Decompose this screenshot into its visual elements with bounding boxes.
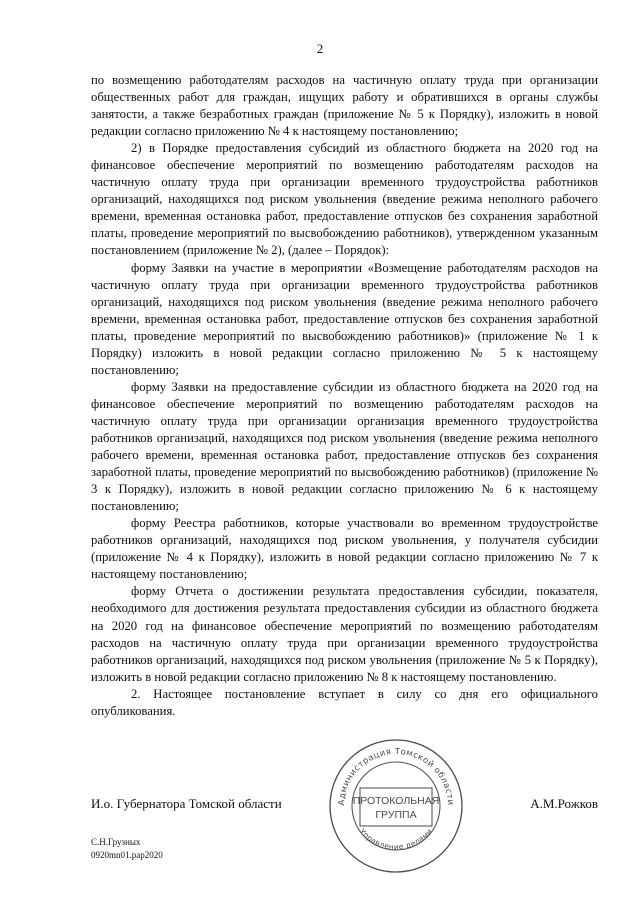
signatory-name: А.М.Рожков (530, 796, 598, 811)
paragraph: 2) в Порядке предоставления субсидий из областного бюджета на 2020 год на финансовое обеспечение мероприятий по возмещению работодателям расходов на частичную оплату труда при организации временного трудоустройства работников организаций, находящихся под риском увольнения (введение режима неполного рабочего времени, временная остановка работ, предоставление отпусков без сохранения заработной платы, проведение мероприятий по высвобождению работников), утвержденном указанным постановлением (приложение № 2), (далее – Порядок): (91, 141, 598, 258)
paragraph: форму Реестра работников, которые участвовали во временном трудоустройстве работников организаций, находящихся под риском увольнения, у получателя субсидии (приложение № 4 к Порядку), изложить в новой редакции согласно приложению № 7 к настоящему постановлению; (91, 516, 598, 582)
paragraph: форму Заявки на участие в мероприятии «Возмещение работодателям расходов на частичную оплату труда при организации временного трудоустройства работников организаций, находящихся под риском увольнения (введение режима неполного рабочего времени, временная остановка работ, предоставление отпусков без сохранения заработной платы, проведение мероприятий по высвобождению работников)» (приложение № 1 к Порядку) изложить в новой редакции согласно приложению № 5 к настоящему постановлению; (91, 260, 598, 377)
seal-center-line1: ПРОТОКОЛЬНАЯ (352, 795, 440, 807)
executor-name: С.Н.Грузных (91, 837, 141, 847)
seal-stamp (327, 737, 465, 875)
document-id: 0920mn01.pap2020 (91, 850, 163, 860)
paragraph: форму Отчета о достижении результата предоставления субсидии, показателя, необходимого для достижения результата предоставления субсидии из областного бюджета на 2020 год на финансовое обеспечение мероприятий по возмещению работодателям расходов на частичную оплату труда при организации временного трудоустройства работников организаций, находящихся под риском увольнения (приложение № 5 к Порядку), изложить в новой редакции согласно приложению № 8 к настоящему постановлению. (91, 584, 598, 684)
svg-text:Управление делами (358, 827, 434, 852)
paragraph: форму Заявки на предоставление субсидии из областного бюджета на 2020 год на финансовое обеспечение мероприятий по возмещению работодателям расходов на частичную оплату труда при организации организация временного трудоустройства работников организаций, находящихся под риском увольнения (введение режима неполного рабочего времени, временная остановка работ, предоставление отпусков без сохранения заработной платы, проведение мероприятий по высвобождению работников) (приложение № 3 к Порядку), изложить в новой редакции согласно приложению № 6 к настоящему постановлению; (91, 379, 598, 514)
seal-center-line2: ГРУППА (375, 809, 417, 821)
page-number: 2 (316, 41, 324, 56)
paragraph: 2. Настоящее постановление вступает в силу со дня его официального опубликования. (91, 686, 598, 718)
seal-outer-text: Администрация Томской области (336, 746, 456, 806)
paragraph: по возмещению работодателям расходов на частичную оплату труда при организации общественных работ для граждан, ищущих работу и обратившихся в органы службы занятости, а также безработных граждан (приложение № 5 к Порядку), изложить в новой редакции согласно приложению № 4 к настоящему постановлению; (91, 73, 598, 139)
seal-bottom-text: Управление делами (357, 826, 435, 852)
document-body (91, 72, 598, 720)
signatory-title: И.о. Губернатора Томской области (91, 796, 282, 811)
